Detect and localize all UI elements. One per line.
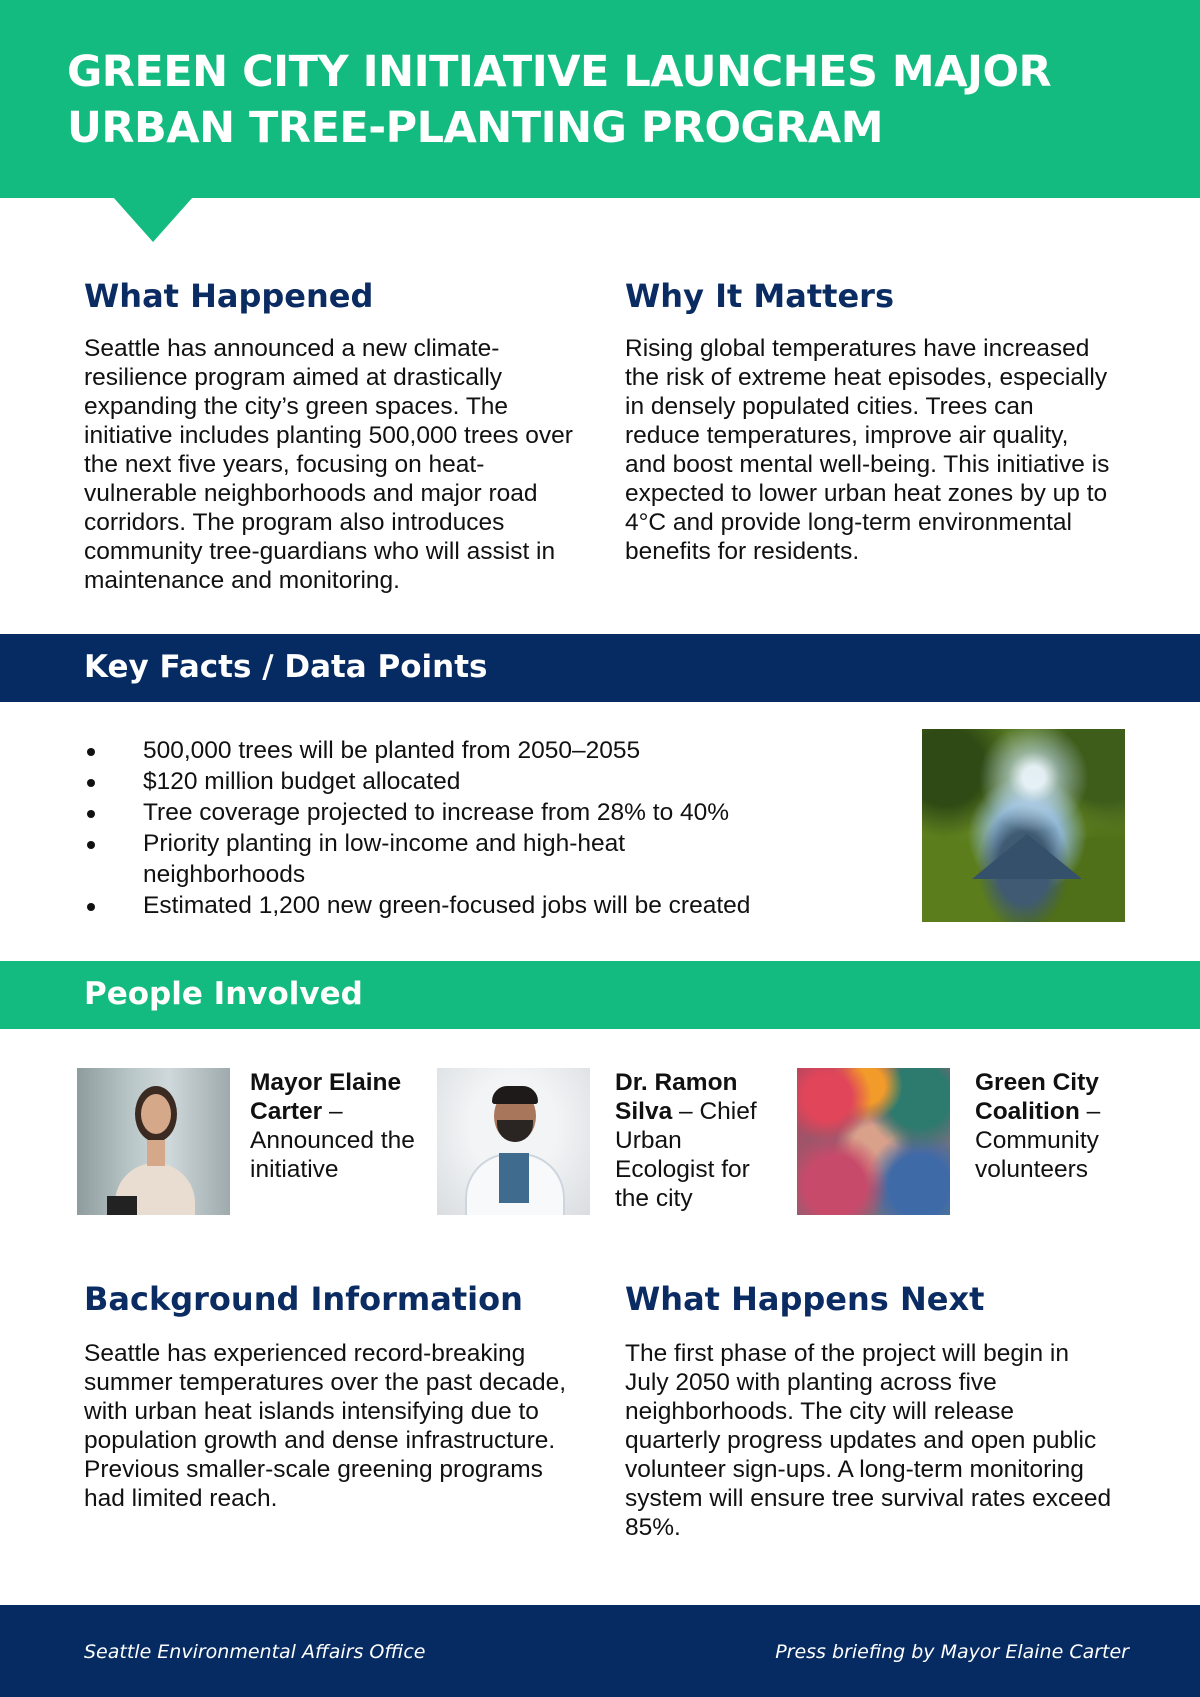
forest-photo	[922, 729, 1125, 922]
bullet-icon	[87, 810, 95, 818]
page-title: GREEN CITY INITIATIVE LAUNCHES MAJOR URBAN TREE-PLANTING PROGRAM	[67, 47, 1052, 153]
why-it-matters-heading: Why It Matters	[625, 277, 894, 315]
key-facts-heading: Key Facts / Data Points	[84, 649, 488, 685]
mountain-shape	[972, 834, 1082, 879]
people-heading: People Involved	[84, 976, 363, 1012]
next-heading: What Happens Next	[625, 1280, 985, 1318]
why-it-matters-body: Rising global temperatures have increased the risk of extreme heat episodes, especially in densely populated cities. Trees can reduce temperatures, improve air quality, and boost mental well-being. This initiative is expected to lower urban heat zones by up to 4°C and provide long-term environmental benefits for residents.	[625, 335, 1110, 565]
bullet-icon	[87, 903, 95, 911]
header-banner	[0, 0, 1200, 198]
bullet-icon	[87, 779, 95, 787]
mayor-photo	[77, 1068, 230, 1215]
background-heading: Background Information	[84, 1280, 523, 1318]
footer-briefing: Press briefing by Mayor Elaine Carter	[775, 1641, 1129, 1663]
what-happened-body: Seattle has announced a new climate-resilience program aimed at drastically expanding the city’s green spaces. The initiative includes planting 500,000 trees over the next five years, focusing on heat-vulnerable neighborhoods and major road corridors. The program also introduces community tree-guardians who will assist in maintenance and monitoring.	[84, 335, 573, 594]
footer-office: Seattle Environmental Affairs Office	[84, 1641, 426, 1663]
list-item: Estimated 1,200 new green-focused jobs will be created	[84, 890, 844, 921]
background-body: Seattle has experienced record-breaking summer temperatures over the past decade, with urban heat islands intensifying due to population growth and dense infrastructure. Previous smaller-scale greening programs had limited reach.	[84, 1340, 567, 1512]
key-facts-list	[84, 735, 844, 921]
bullet-icon	[87, 841, 95, 849]
ecologist-photo	[437, 1068, 590, 1215]
header-notch	[113, 197, 193, 242]
bullet-icon	[87, 748, 95, 756]
list-item: Priority planting in low-income and high-heat neighborhoods	[84, 828, 744, 890]
person-caption: Mayor Elaine Carter – Announced the initiative	[250, 1069, 415, 1183]
what-happened-heading: What Happened	[84, 277, 374, 315]
list-item: Tree coverage projected to increase from 28% to 40%	[84, 797, 844, 828]
list-item: 500,000 trees will be planted from 2050–2055	[84, 735, 844, 766]
people-band	[0, 961, 1200, 1029]
person-caption: Dr. Ramon Silva – Chief Urban Ecologist for the city	[615, 1069, 757, 1212]
next-body: The first phase of the project will begin in July 2050 with planting across five neighborhoods. The city will release quarterly progress updates and open public volunteer sign-ups. A long-term monitoring system will ensure tree survival rates exceed 85%.	[625, 1340, 1112, 1541]
volunteers-photo	[797, 1068, 950, 1215]
key-facts-band	[0, 634, 1200, 702]
footer	[0, 1605, 1200, 1697]
list-item: $120 million budget allocated	[84, 766, 844, 797]
person-caption: Green City Coalition – Community volunteers	[975, 1069, 1101, 1183]
